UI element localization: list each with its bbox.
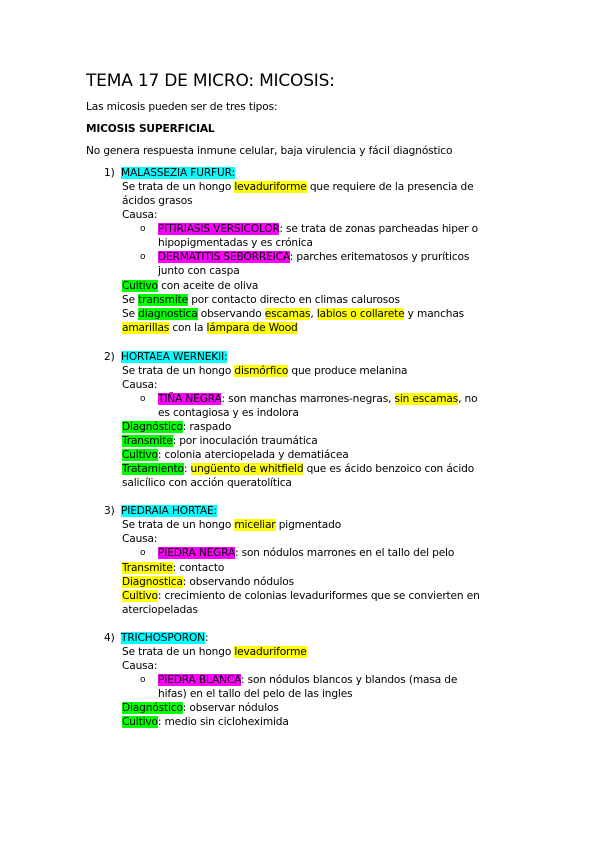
highlight-term: levaduriforme [234, 181, 307, 193]
text: : raspado [182, 421, 232, 433]
bullet-icon: o [140, 252, 146, 262]
s1-diagnostica-cont [122, 321, 298, 335]
highlight-term: DERMATITIS SEBORREICA [158, 251, 290, 263]
text: : contacto [172, 562, 225, 574]
s1-diagnostica [122, 307, 464, 321]
highlight-term: miceliar [234, 519, 276, 531]
s1-cultivo [122, 279, 258, 293]
text: y manchas [404, 308, 465, 320]
text: Se trata de un hongo [122, 365, 235, 377]
s4-bullet1 [158, 673, 457, 687]
highlight-term: Tratamiento [122, 463, 184, 475]
s4-number: 4) [104, 632, 115, 644]
text: : observando nódulos [182, 576, 294, 588]
highlight-term: Diagnóstico [122, 421, 183, 433]
s3-number: 3) [104, 505, 115, 517]
s3-line1 [122, 518, 341, 532]
text: Se [122, 308, 139, 320]
s1-bullet2 [158, 250, 469, 264]
text: observando [197, 308, 265, 320]
text: : parches eritematosos y pruríticos [289, 251, 470, 263]
highlight-term: Cultivo [122, 449, 158, 461]
s2-diagnostico [122, 420, 231, 434]
text: , [310, 308, 317, 320]
text: : se trata de zonas parcheadas hiper o [279, 223, 478, 235]
bullet-icon: o [140, 548, 146, 558]
s4-causa: Causa: [122, 660, 158, 672]
highlight-term: Diagnostica [122, 576, 183, 588]
s4-name: TRICHOSPORON [121, 632, 205, 644]
text: Se trata de un hongo [122, 181, 235, 193]
s1-bullet1 [158, 222, 478, 236]
s2-heading [104, 350, 227, 364]
text: : colonia aterciopelada y dematiácea [157, 449, 349, 461]
s3-diagnostica [122, 575, 294, 589]
text: : [204, 632, 209, 644]
text: : son nódulos blancos y blandos (masa de [241, 674, 458, 686]
highlight-term: levaduriforme [234, 646, 307, 658]
s2-transmite [122, 434, 318, 448]
highlight-term: Transmite [122, 435, 173, 447]
s4-bullet1-cont: hifas) en el tallo del pelo de las ingles [158, 688, 353, 700]
s4-diagnostico [122, 701, 279, 715]
text: Se [122, 294, 139, 306]
highlight-term: escamas [264, 308, 311, 320]
highlight-term: transmite [138, 294, 188, 306]
text: Se trata de un hongo [122, 646, 235, 658]
highlight-term: Cultivo [122, 280, 158, 292]
s2-line1 [122, 364, 407, 378]
text: : [183, 463, 191, 475]
s4-cultivo [122, 715, 289, 729]
text: con aceite de oliva [157, 280, 259, 292]
s1-bullet1-cont: hipopigmentadas y es crónica [158, 237, 313, 249]
text: por contacto directo en climas calurosos [188, 294, 400, 306]
highlight-term: PIEDRA NEGRA [158, 547, 235, 559]
s1-name: MALASSEZIA FURFUR: [121, 167, 235, 179]
text: : son nódulos marrones en el tallo del pelo [234, 547, 455, 559]
s3-name: PIEDRAIA HORTAE: [121, 505, 217, 517]
s1-line1 [122, 180, 473, 194]
s3-cultivo [122, 589, 480, 603]
highlight-term: amarillas [122, 322, 170, 334]
s2-name: HORTAEA WERNEKII: [121, 351, 228, 363]
highlight-term: ungüento de whitfield [190, 463, 304, 475]
s4-line1 [122, 645, 307, 659]
bullet-icon: o [140, 394, 146, 404]
text: con la [169, 322, 207, 334]
s1-line2: ácidos grasos [122, 195, 193, 207]
text: : crecimiento de colonias levaduriformes que se convierten en [157, 590, 480, 602]
text: : observar nódulos [182, 702, 279, 714]
intro-text: Las micosis pueden ser de tres tipos: [86, 101, 278, 113]
text: Se trata de un hongo [122, 519, 235, 531]
text: : son manchas marrones-negras, [221, 393, 395, 405]
s1-heading [104, 166, 235, 180]
highlight-term: TIÑA NEGRA [158, 393, 222, 405]
highlight-term: dismórfico [234, 365, 289, 377]
text: : por inoculación traumática [172, 435, 318, 447]
highlight-term: Diagnóstico [122, 702, 183, 714]
s1-bullet2-cont: junto con caspa [158, 265, 240, 277]
s2-number: 2) [104, 351, 115, 363]
highlight-term: lámpara de Wood [206, 322, 298, 334]
text: que requiere de la presencia de [306, 181, 474, 193]
highlight-term: labios o collarete [316, 308, 405, 320]
s2-tratamiento-cont: salicílico con acción queratolítica [122, 477, 292, 489]
highlight-term: sin escamas [394, 393, 459, 405]
highlight-term: PIEDRA BLANCA [158, 674, 242, 686]
highlight-term: PITIRIASIS VERSICOLOR [158, 223, 280, 235]
s3-transmite [122, 561, 224, 575]
bullet-icon: o [140, 224, 146, 234]
s2-causa: Causa: [122, 379, 158, 391]
highlight-term: diagnostica [138, 308, 198, 320]
s1-transmite [122, 293, 400, 307]
s1-number: 1) [104, 167, 115, 179]
s3-cultivo-cont: aterciopeladas [122, 604, 198, 616]
text: , no [458, 393, 478, 405]
text: pigmentado [275, 519, 342, 531]
section-description: No genera respuesta inmune celular, baja virulencia y fácil diagnóstico [86, 145, 453, 157]
s2-cultivo [122, 448, 349, 462]
highlight-term: Transmite [122, 562, 173, 574]
section-heading: MICOSIS SUPERFICIAL [86, 123, 215, 135]
highlight-term: Cultivo [122, 590, 158, 602]
text: que produce melanina [288, 365, 408, 377]
s3-causa: Causa: [122, 533, 158, 545]
bullet-icon: o [140, 675, 146, 685]
s3-heading [104, 504, 217, 518]
s2-bullet1-cont: es contagiosa y es indolora [158, 407, 299, 419]
text: que es ácido benzoico con ácido [303, 463, 475, 475]
s3-bullet1 [158, 546, 454, 560]
highlight-term: Cultivo [122, 716, 158, 728]
page-title: TEMA 17 DE MICRO: MICOSIS: [86, 71, 335, 91]
text: : medio sin cicloheximida [157, 716, 289, 728]
s2-bullet1 [158, 392, 477, 406]
s2-tratamiento [122, 462, 474, 476]
s4-heading [104, 631, 208, 645]
s1-causa: Causa: [122, 209, 158, 221]
